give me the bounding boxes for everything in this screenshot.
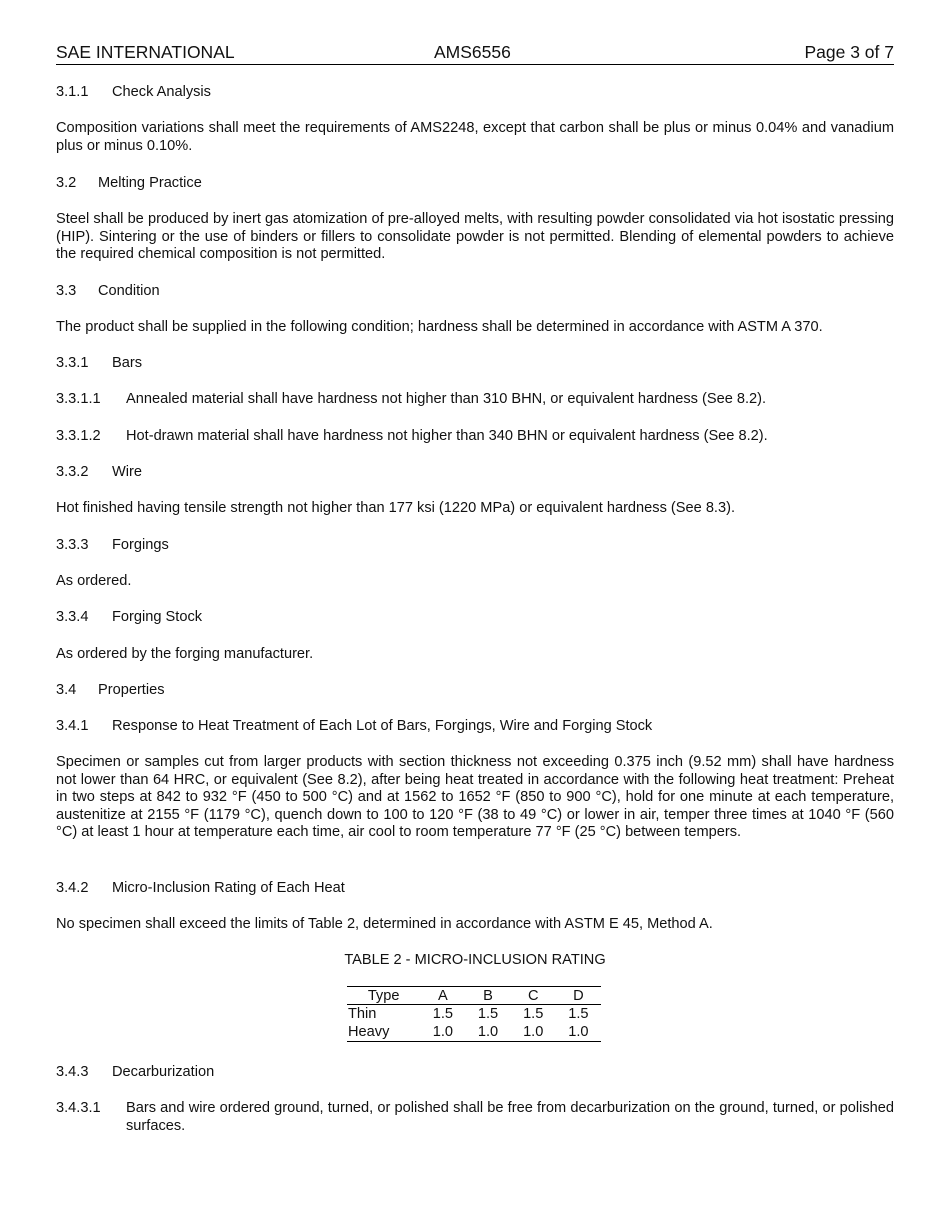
clause-3-3-1-1 <box>56 391 894 409</box>
table-caption: TABLE 2 - MICRO-INCLUSION RATING <box>344 952 606 968</box>
heading-3-3-3 <box>56 537 894 555</box>
paragraph-3-4-2: No specimen shall exceed the limits of Table 2, determined in accordance with ASTM E 45, Method A. <box>56 916 713 932</box>
paragraph-3-4-1: Specimen or samples cut from larger products with section thickness not exceeding 0.375 inch (9.52 mm) shall have hardness not lower than 64 HRC, or equivalent (See 8.2), after being heat treated in accordance with the following heat treatment: Preheat in two steps at 842 to 932 °F (450 to 500 °C) and at 1562 to 1652 °F (850 to 900 °C), hold for one minute at each temperature, austenitize at 2155 °F (1179 °C), quench down to 100 to 120 °F (38 to 49 °C) or lower in air, temper three times at 1040 °F (560 °C) at least 1 hour at temperature each time, air cool to room temperature 77 °F (25 °C) between tempers. <box>56 754 894 840</box>
table-cell: 1.0 <box>465 1023 510 1042</box>
section-number: 3.2 <box>56 175 77 191</box>
page-header <box>56 44 894 65</box>
section-title: Properties <box>98 682 165 698</box>
paragraph-3-3-3: As ordered. <box>56 573 132 589</box>
heading-3-3-4 <box>56 609 894 627</box>
table-cell: 1.5 <box>477 1006 499 1022</box>
section-number: 3.4.3 <box>56 1064 89 1080</box>
section-title: Bars <box>112 355 143 371</box>
table-cell: 1.0 <box>511 1023 556 1042</box>
paragraph-3-3: The product shall be supplied in the following condition; hardness shall be determined in accordance with ASTM A 370. <box>56 319 823 335</box>
section-title: Wire <box>112 464 142 480</box>
clause-3-3-1-2 <box>56 428 894 446</box>
table-cell: 1.0 <box>420 1023 465 1042</box>
table-header-row <box>347 987 601 1005</box>
row-label: Thin <box>348 1006 377 1022</box>
column-header-type: Type <box>347 987 420 1005</box>
paragraph-3-3-4: As ordered by the forging manufacturer. <box>56 646 314 662</box>
paragraph-3-2: Steel shall be produced by inert gas atomization of pre-alloyed melts, with resulting powder consolidated via hot isostatic pressing (HIP). Sintering or the use of binders or fillers to consolidate powder is not permitted. Blending of elemental powders to achieve the required chemical composition is not permitted. <box>56 211 894 262</box>
clause-text: Hot-drawn material shall have hardness not higher than 340 BHN or equivalent hardness (See 8.2). <box>126 428 768 444</box>
section-number: 3.4 <box>56 682 77 698</box>
heading-3-4-2 <box>56 880 894 898</box>
table-row <box>347 1023 601 1042</box>
table-row <box>347 1005 601 1024</box>
clause-number: 3.3.1.1 <box>56 391 101 407</box>
heading-3-3-1 <box>56 355 894 373</box>
table-cell: 1.5 <box>568 1006 589 1022</box>
heading-3-1-1 <box>56 84 894 102</box>
section-number: 3.3 <box>56 283 77 299</box>
column-header-b: B <box>465 987 510 1005</box>
clause-text: Bars and wire ordered ground, turned, or polished shall be free from decarburization on the ground, turned, or polished surfaces. <box>126 1100 894 1134</box>
table-cell: 1.0 <box>556 1023 601 1042</box>
section-title: Decarburization <box>112 1064 215 1080</box>
section-title: Forgings <box>112 537 169 553</box>
clause-number: 3.3.1.2 <box>56 428 101 444</box>
header-org: SAE INTERNATIONAL <box>56 42 235 62</box>
clause-text: Annealed material shall have hardness not higher than 310 BHN, or equivalent hardness (See 8.2). <box>126 391 767 407</box>
section-number: 3.4.1 <box>56 718 89 734</box>
column-header-c: C <box>511 987 556 1005</box>
header-doc-id: AMS6556 <box>434 42 511 62</box>
table-cell: 1.5 <box>432 1006 454 1022</box>
section-title: Melting Practice <box>98 175 202 191</box>
heading-3-4-3 <box>56 1064 894 1082</box>
column-header-a: A <box>420 987 465 1005</box>
header-page-number: Page 3 of 7 <box>804 42 894 62</box>
heading-3-3-2 <box>56 464 894 482</box>
heading-3-4-1 <box>56 718 894 736</box>
section-title: Check Analysis <box>112 84 211 100</box>
section-number: 3.1.1 <box>56 84 89 100</box>
section-number: 3.3.1 <box>56 355 89 371</box>
section-number: 3.3.3 <box>56 537 89 553</box>
paragraph-3-3-2: Hot finished having tensile strength not higher than 177 ksi (1220 MPa) or equivalent hardness (See 8.3). <box>56 500 736 516</box>
section-title: Forging Stock <box>112 609 203 625</box>
section-number: 3.3.2 <box>56 464 89 480</box>
clause-3-4-3-1 <box>56 1100 894 1135</box>
section-title: Response to Heat Treatment of Each Lot of Bars, Forgings, Wire and Forging Stock <box>112 718 653 734</box>
heading-3-4 <box>56 682 894 700</box>
row-label: Heavy <box>347 1023 420 1042</box>
table-cell: 1.5 <box>523 1006 544 1022</box>
clause-number: 3.4.3.1 <box>56 1100 101 1116</box>
heading-3-3 <box>56 283 894 301</box>
section-number: 3.4.2 <box>56 880 89 896</box>
column-header-d: D <box>556 987 601 1005</box>
heading-3-2 <box>56 175 894 193</box>
paragraph-3-1-1: Composition variations shall meet the requirements of AMS2248, except that carbon shall be plus or minus 0.04% and vanadium plus or minus 0.10%. <box>56 120 894 154</box>
section-title: Micro-Inclusion Rating of Each Heat <box>112 880 345 896</box>
section-title: Condition <box>98 283 160 299</box>
section-number: 3.3.4 <box>56 609 89 625</box>
micro-inclusion-table <box>347 986 601 1042</box>
